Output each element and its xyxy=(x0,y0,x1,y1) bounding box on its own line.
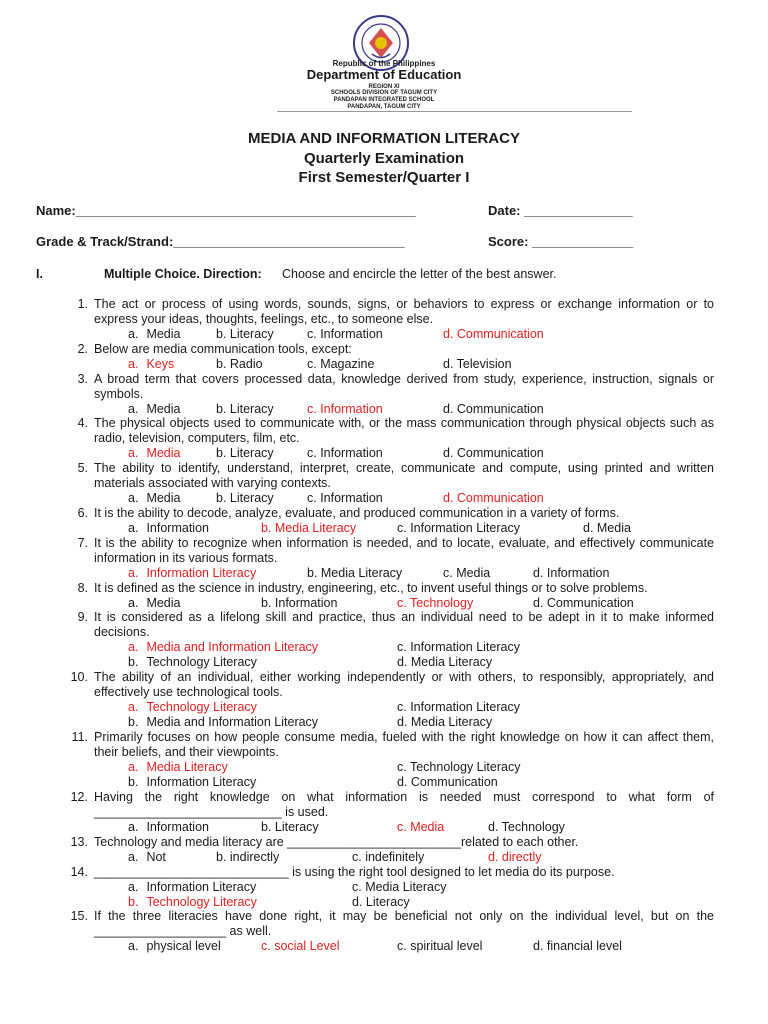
question-text: Having the right knowledge on what information is needed must correspond to what form of ___________________________ is used. xyxy=(94,790,714,819)
answer-option[interactable] xyxy=(352,850,424,864)
option-text: Media xyxy=(146,491,181,505)
option-letter: a. xyxy=(128,820,139,834)
question-number: 14. xyxy=(70,865,88,879)
question-text: It is considered as a lifelong skill and practice, thus an individual need to be adept in it to make informed decisions. xyxy=(94,610,714,639)
answer-option[interactable] xyxy=(397,521,520,535)
option-letter: a. xyxy=(128,760,139,774)
header-department: Department of Education xyxy=(306,67,462,82)
answer-option[interactable] xyxy=(261,521,356,535)
option-text: b. Information xyxy=(261,596,338,610)
answer-option[interactable] xyxy=(128,566,256,580)
answer-option[interactable] xyxy=(216,402,274,416)
option-text: d. Communication xyxy=(443,491,544,505)
option-text: d. financial level xyxy=(533,939,622,953)
option-text: c. Media xyxy=(397,820,445,834)
answer-option[interactable] xyxy=(128,402,180,416)
answer-option[interactable] xyxy=(307,446,383,460)
answer-option[interactable] xyxy=(128,715,318,729)
question-text: The ability to identify, understand, interpret, create, communicate and compute, using printed and written materials associated with varying contexts. xyxy=(94,461,714,490)
question-number: 15. xyxy=(70,909,88,923)
answer-option[interactable] xyxy=(128,521,209,535)
answer-option[interactable] xyxy=(443,491,544,505)
question-text: A broad term that covers processed data, knowledge derived from study, experience, instruction, signals or symbols. xyxy=(94,372,714,401)
option-letter: a. xyxy=(128,640,139,654)
option-text: c. social Level xyxy=(261,939,340,953)
answer-option[interactable] xyxy=(216,850,279,864)
option-text: c. Information xyxy=(307,446,383,460)
answer-option[interactable] xyxy=(261,820,319,834)
answer-option[interactable] xyxy=(261,939,340,953)
answer-option[interactable] xyxy=(443,357,512,371)
question-text: ____________________________ is using the right tool designed to let media do its purpose. xyxy=(94,865,615,879)
option-text: b. Media Literacy xyxy=(261,521,357,535)
question-number: 2. xyxy=(77,342,88,356)
option-letter: b. xyxy=(128,655,139,669)
answer-option[interactable] xyxy=(128,760,228,774)
option-letter: a. xyxy=(128,357,139,371)
option-text: d. Communication xyxy=(443,327,544,341)
question-text: It is the ability to decode, analyze, evaluate, and produced communication in a variety of forms. xyxy=(94,506,620,520)
answer-option[interactable] xyxy=(397,820,444,834)
option-text: d. Communication xyxy=(533,596,634,610)
option-text: c. Information xyxy=(307,402,383,416)
option-text: d. Television xyxy=(443,357,512,371)
question-number: 4. xyxy=(77,416,88,430)
option-text: b. Media Literacy xyxy=(307,566,403,580)
option-letter: a. xyxy=(128,566,139,580)
section-number: I. xyxy=(36,267,43,281)
option-text: c. Information Literacy xyxy=(397,700,520,714)
question-number: 6. xyxy=(77,506,88,520)
answer-option[interactable] xyxy=(443,566,490,580)
option-text: c. Information Literacy xyxy=(397,640,520,654)
answer-option[interactable] xyxy=(128,327,180,341)
option-text: c. Information xyxy=(307,327,383,341)
option-letter: a. xyxy=(128,700,139,714)
option-text: d. Media Literacy xyxy=(397,655,493,669)
option-text: Keys xyxy=(146,357,175,371)
question-text: It is defined as the science in industry, engineering, etc., to invent useful things or to solve problems. xyxy=(94,581,648,595)
question-text: Primarily focuses on how people consume media, fueled with the right knowledge on how it can affect them, their beliefs, and their viewpoints. xyxy=(94,730,714,759)
option-letter: b. xyxy=(128,895,139,909)
answer-option[interactable] xyxy=(533,596,634,610)
option-text: Media and Information Literacy xyxy=(146,715,319,729)
answer-option[interactable] xyxy=(128,939,221,953)
option-letter: a. xyxy=(128,850,139,864)
answer-option[interactable] xyxy=(488,820,565,834)
option-letter: a. xyxy=(128,596,139,610)
question-text: The act or process of using words, sounds, signs, or behaviors to express or exchange information or to express your ideas, thoughts, feelings, etc., to someone else. xyxy=(94,297,714,326)
option-text: c. Technology Literacy xyxy=(397,760,521,774)
header-school: PANDAPAN INTEGRATED SCHOOL xyxy=(333,97,435,103)
option-text: c. indefinitely xyxy=(352,850,425,864)
answer-option[interactable] xyxy=(216,357,263,371)
answer-option[interactable] xyxy=(583,521,631,535)
grade-strand-field[interactable]: Grade & Track/Strand:________________________________ xyxy=(36,234,405,249)
option-text: Media xyxy=(146,596,181,610)
answer-option[interactable] xyxy=(397,700,520,714)
answer-option[interactable] xyxy=(128,357,174,371)
option-text: Information Literacy xyxy=(146,566,257,580)
header-region: REGION XI xyxy=(368,84,400,90)
header-address: PANDAPAN, TAGUM CITY xyxy=(347,104,421,110)
option-text: c. Information xyxy=(307,491,383,505)
option-text: physical level xyxy=(146,939,221,953)
answer-option[interactable] xyxy=(128,655,257,669)
option-text: c. Media Literacy xyxy=(352,880,447,894)
answer-option[interactable] xyxy=(128,820,209,834)
question-number: 9. xyxy=(77,610,88,624)
option-text: d. Communication xyxy=(443,446,544,460)
question-number: 7. xyxy=(77,536,88,550)
exam-subject-title: MEDIA AND INFORMATION LITERACY xyxy=(248,130,520,147)
option-text: b. Literacy xyxy=(216,327,274,341)
question-number: 10. xyxy=(70,670,88,684)
question-number: 3. xyxy=(77,372,88,386)
option-text: Information Literacy xyxy=(146,775,257,789)
header-divider xyxy=(277,111,632,112)
answer-option[interactable] xyxy=(397,715,492,729)
option-letter: a. xyxy=(128,521,139,535)
option-letter: b. xyxy=(128,715,139,729)
answer-option[interactable] xyxy=(307,566,402,580)
score-field[interactable]: Score: ______________ xyxy=(488,234,634,249)
option-text: b. Literacy xyxy=(216,402,274,416)
option-text: b. Literacy xyxy=(216,446,274,460)
option-letter: a. xyxy=(128,491,139,505)
answer-option[interactable] xyxy=(128,596,180,610)
option-text: Media and Information Literacy xyxy=(146,640,319,654)
option-text: c. spiritual level xyxy=(397,939,483,953)
option-text: Media xyxy=(146,327,181,341)
option-text: Media Literacy xyxy=(146,760,228,774)
name-field[interactable]: Name:_______________________________________________ xyxy=(36,203,416,218)
question-number: 1. xyxy=(77,297,88,311)
answer-option[interactable] xyxy=(443,327,544,341)
answer-option[interactable] xyxy=(128,850,166,864)
option-text: c. Media xyxy=(443,566,491,580)
option-text: c. Technology xyxy=(397,596,474,610)
question-text: The physical objects used to communicate with, or the mass communication through physical objects such as radio, television, computers, film, etc. xyxy=(94,416,714,445)
answer-option[interactable] xyxy=(216,446,274,460)
question-text: It is the ability to recognize when information is needed, and to locate, evaluate, and effectively communicate information in its various formats. xyxy=(94,536,714,565)
answer-option[interactable] xyxy=(307,491,383,505)
option-text: Information Literacy xyxy=(146,880,257,894)
option-text: d. directly xyxy=(488,850,542,864)
answer-option[interactable] xyxy=(352,895,410,909)
answer-option[interactable] xyxy=(397,640,520,654)
answer-option[interactable] xyxy=(307,327,383,341)
option-letter: a. xyxy=(128,402,139,416)
option-letter: a. xyxy=(128,327,139,341)
option-text: Information xyxy=(146,521,209,535)
date-field[interactable]: Date: _______________ xyxy=(488,203,633,218)
option-text: Technology Literacy xyxy=(146,700,257,714)
option-text: d. Media xyxy=(583,521,631,535)
answer-option[interactable] xyxy=(397,655,492,669)
option-text: Not xyxy=(146,850,166,864)
question-number: 13. xyxy=(70,835,88,849)
answer-option[interactable] xyxy=(128,640,318,654)
answer-option[interactable] xyxy=(128,700,257,714)
option-text: b. Radio xyxy=(216,357,263,371)
answer-option[interactable] xyxy=(443,446,544,460)
answer-option[interactable] xyxy=(216,491,274,505)
answer-option[interactable] xyxy=(216,327,274,341)
answer-option[interactable] xyxy=(533,939,622,953)
section-direction: Choose and encircle the letter of the best answer. xyxy=(282,267,557,281)
header-republic: Republic of the Philippines xyxy=(332,59,436,68)
option-text: d. Information xyxy=(533,566,610,580)
answer-option[interactable] xyxy=(128,446,180,460)
option-text: Media xyxy=(146,446,181,460)
question-text: Technology and media literacy are _________________________related to each other. xyxy=(94,835,579,849)
exam-type-title: Quarterly Examination xyxy=(303,150,465,167)
question-number: 12. xyxy=(70,790,88,804)
option-letter: a. xyxy=(128,880,139,894)
answer-option[interactable] xyxy=(128,895,257,909)
option-text: b. Literacy xyxy=(216,491,274,505)
option-letter: b. xyxy=(128,775,139,789)
option-text: d. Technology xyxy=(488,820,565,834)
option-text: Media xyxy=(146,402,181,416)
answer-option[interactable] xyxy=(443,402,544,416)
option-text: Information xyxy=(146,820,209,834)
question-text: The ability of an individual, either working independently or with others, to responsibly, appropriately, and effectively use technological tools. xyxy=(94,670,714,699)
option-letter: a. xyxy=(128,446,139,460)
option-text: d. Media Literacy xyxy=(397,715,493,729)
answer-option[interactable] xyxy=(533,566,609,580)
option-text: Technology Literacy xyxy=(146,655,257,669)
answer-option[interactable] xyxy=(488,850,542,864)
question-number: 5. xyxy=(77,461,88,475)
answer-option[interactable] xyxy=(128,880,256,894)
question-text: Below are media communication tools, except: xyxy=(94,342,352,356)
answer-option[interactable] xyxy=(128,775,256,789)
answer-option[interactable] xyxy=(397,775,498,789)
option-text: c. Information Literacy xyxy=(397,521,520,535)
question-number: 8. xyxy=(77,581,88,595)
answer-option[interactable] xyxy=(307,357,374,371)
answer-option[interactable] xyxy=(352,880,446,894)
option-text: b. Literacy xyxy=(261,820,319,834)
option-text: b. indirectly xyxy=(216,850,280,864)
question-number: 11. xyxy=(71,730,88,744)
exam-term-title: First Semester/Quarter I xyxy=(298,169,470,186)
answer-option[interactable] xyxy=(397,760,520,774)
answer-option[interactable] xyxy=(307,402,383,416)
answer-option[interactable] xyxy=(128,491,180,505)
option-text: Technology Literacy xyxy=(146,895,257,909)
answer-option[interactable] xyxy=(261,596,337,610)
section-label: Multiple Choice. Direction: xyxy=(104,267,262,281)
question-text: If the three literacies have done right, it may be beneficial not only on the individual level, but on the ___________________ as well. xyxy=(94,909,714,938)
answer-option[interactable] xyxy=(397,939,482,953)
option-letter: a. xyxy=(128,939,139,953)
option-text: d. Communication xyxy=(443,402,544,416)
option-text: c. Magazine xyxy=(307,357,375,371)
option-text: d. Communication xyxy=(397,775,498,789)
option-text: d. Literacy xyxy=(352,895,410,909)
answer-option[interactable] xyxy=(397,596,473,610)
header-division: SCHOOLS DIVISION OF TAGUM CITY xyxy=(330,90,438,96)
